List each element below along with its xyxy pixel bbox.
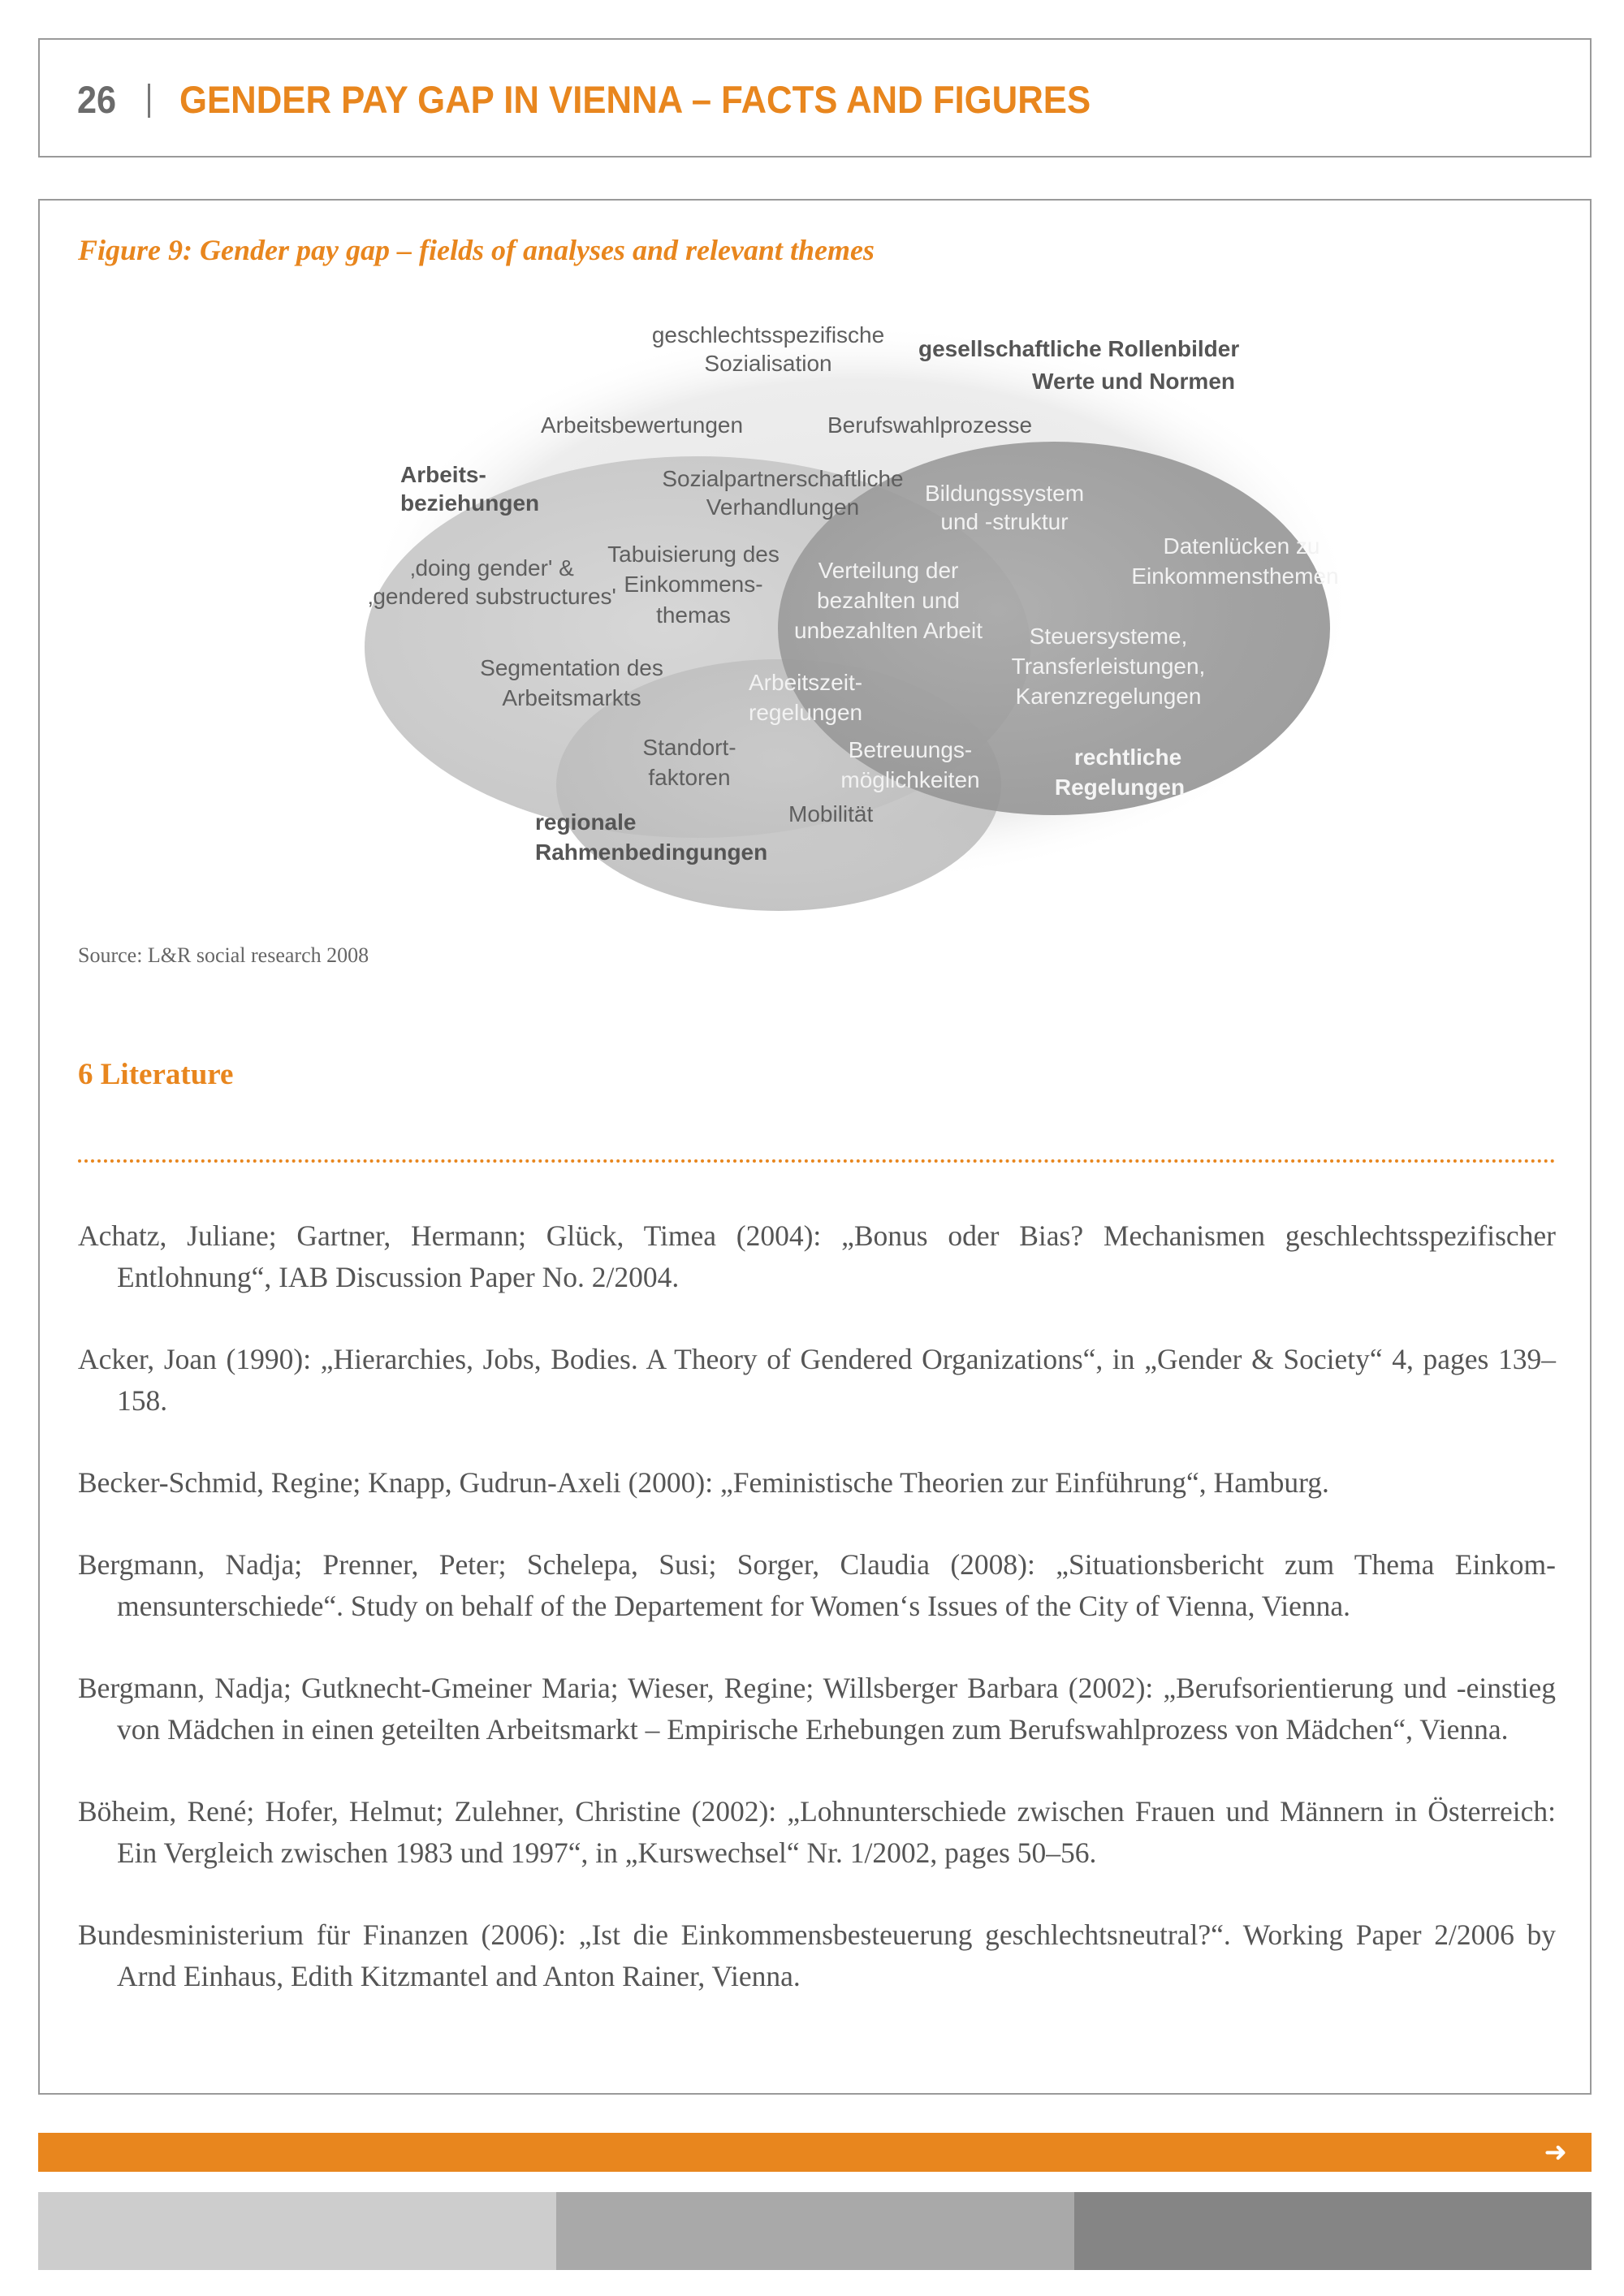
reference-item: Bundesministerium für Finanzen (2006): „Ist die Einkommensbesteuerung geschlechtsneutral?“. Working Paper 2/2006 by Arnd Einhaus, Edith Kitzmantel and Anton Rainer, Vienna. <box>78 1918 1556 1992</box>
dotted-divider <box>78 1159 1556 1163</box>
reference-item: Bergmann, Nadja; Prenner, Peter; Schelepa, Susi; Sorger, Claudia (2008): „Situationsbericht zum Thema Einkom-mensunterschiede“. Study on behalf of the Departement for Women‘s Issues of the City of Vienna, Vienna. <box>78 1548 1556 1622</box>
label-berufswahl: Berufswahlprozesse <box>827 412 1033 438</box>
label-verteilung-1: Verteilung der <box>818 558 959 583</box>
section-heading: 6 Literature <box>78 1058 234 1091</box>
label-regionale-2: Rahmenbedingungen <box>535 839 768 865</box>
label-rechtliche-1: rechtliche <box>1073 744 1182 770</box>
label-sozialpartner-2: Verhandlungen <box>706 494 860 520</box>
footer-strip-light <box>38 2192 556 2270</box>
label-steuer-3: Karenzregelungen <box>1015 684 1202 709</box>
content-frame <box>38 199 1592 2095</box>
label-tabu-1: Tabuisierung des <box>607 542 780 567</box>
label-arbeitsbeziehungen-2: beziehungen <box>400 490 540 516</box>
reference-list <box>78 1215 1556 2038</box>
footer-bar <box>38 2133 1592 2172</box>
reference-item: Becker-Schmid, Regine; Knapp, Gudrun-Axeli (2000): „Feministische Theorien zur Einführung“, Hamburg. <box>78 1466 1329 1499</box>
venn-diagram <box>40 201 1590 931</box>
label-steuer-1: Steuersysteme, <box>1029 624 1188 649</box>
label-tabu-3: themas <box>656 602 731 628</box>
label-verteilung-3: unbezahlten Arbeit <box>794 618 983 643</box>
label-arbeitszeit-1: Arbeitszeit- <box>749 670 863 695</box>
label-standort-1: Standort- <box>642 735 736 760</box>
label-datenluecken-2: Einkommensthemen <box>1131 563 1339 589</box>
label-tabu-2: Einkommens- <box>624 572 763 597</box>
reference-item: Böheim, René; Hofer, Helmut; Zulehner, Christine (2002): „Lohnunterschiede zwischen Frauen und Männern in Österreich: Ein Vergleich zwischen 1983 und 1997“, in „Kurswechsel“ Nr. 1/2002, pages 50–56. <box>78 1795 1556 1869</box>
label-standort-2: faktoren <box>648 765 731 790</box>
label-doing-gender-2: ‚gendered substructures' <box>368 584 616 609</box>
label-segmentation-1: Segmentation des <box>480 655 663 680</box>
figure-source: Source: L&R social research 2008 <box>78 943 369 967</box>
label-steuer-2: Transferleistungen, <box>1011 654 1206 679</box>
page-title: GENDER PAY GAP IN VIENNA – FACTS AND FIGURES <box>179 78 1091 121</box>
figure-caption: Figure 9: Gender pay gap – fields of analyses and relevant themes <box>78 234 875 266</box>
label-sozialisation-1: geschlechtsspezifische <box>651 322 885 347</box>
reference-item: Acker, Joan (1990): „Hierarchies, Jobs, Bodies. A Theory of Gendered Organizations“, in „Gender & Society“ 4, pages 139–158. <box>78 1343 1556 1417</box>
label-regionale-1: regionale <box>535 809 637 835</box>
footer-strip-dark <box>1074 2192 1592 2270</box>
page-number: 26 <box>77 78 117 121</box>
label-rollenbilder-2: Werte und Normen <box>1032 369 1235 394</box>
label-bildung-2: und -struktur <box>940 509 1069 534</box>
label-verteilung-2: bezahlten und <box>817 588 960 613</box>
reference-item: Bergmann, Nadja; Gutknecht-Gmeiner Maria; Wieser, Regine; Willsberger Barbara (2002): „Berufsorientierung und -einstieg von Mädchen in einen geteilten Arbeitsmarkt – Empirische Erhebungen zum Berufswahlprozess von Mädchen“, Vienna. <box>78 1672 1556 1746</box>
label-betreuung-2: möglichkeiten <box>840 767 980 792</box>
label-segmentation-2: Arbeitsmarkts <box>502 685 641 710</box>
label-rechtliche-2: Regelungen <box>1054 775 1186 800</box>
label-betreuung-1: Betreuungs- <box>848 737 973 762</box>
label-rollenbilder-1: gesellschaftliche Rollenbilder <box>918 336 1240 361</box>
label-arbeitszeit-2: regelungen <box>749 700 863 725</box>
label-sozialisation-2: Sozialisation <box>704 351 832 376</box>
label-mobilitaet: Mobilität <box>788 801 874 826</box>
label-sozialpartner-1: Sozialpartnerschaftliche <box>662 466 904 491</box>
label-doing-gender-1: ‚doing gender' & <box>410 555 574 580</box>
label-arbeitsbewertungen: Arbeitsbewertungen <box>541 412 744 438</box>
reference-item: Achatz, Juliane; Gartner, Hermann; Glück, Timea (2004): „Bonus oder Bias? Mechanismen geschlechtsspezifischer Entlohnung“, IAB Discussion Paper No. 2/2004. <box>78 1219 1556 1293</box>
label-datenluecken-1: Datenlücken zu <box>1163 533 1320 559</box>
page-header <box>38 38 1592 158</box>
arrow-right-icon[interactable]: ➜ <box>1544 2136 1567 2169</box>
label-arbeitsbeziehungen-1: Arbeits- <box>400 462 486 487</box>
label-bildung-1: Bildungssystem <box>924 481 1085 506</box>
footer-strip-mid <box>556 2192 1074 2270</box>
header-separator <box>148 84 150 118</box>
